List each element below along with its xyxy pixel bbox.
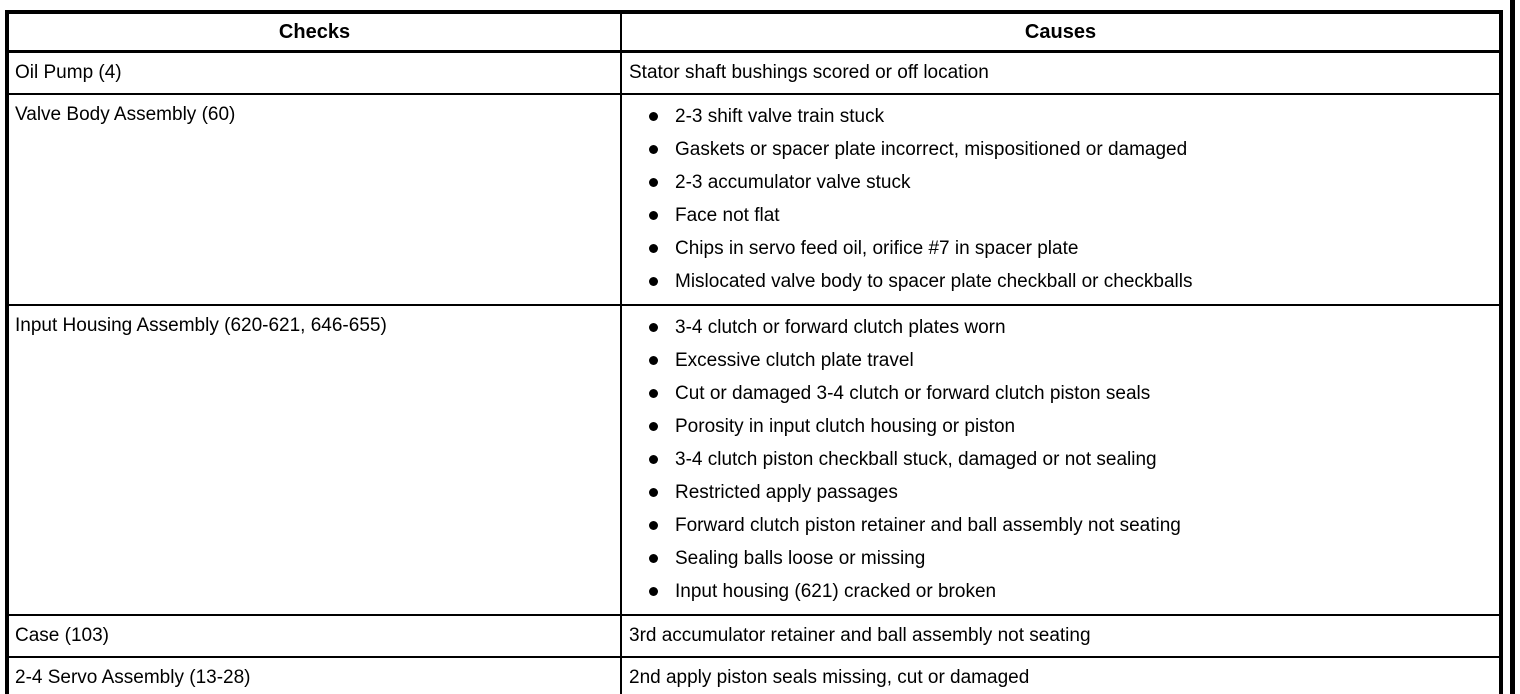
causes-column-header: Causes [621,12,1501,52]
causes-cell [621,94,1501,305]
causes-cell [621,657,1501,694]
bullet-icon [649,323,658,332]
cause-item [622,265,1495,298]
causes-cell [621,615,1501,657]
cause-text: 3rd accumulator retainer and ball assembly not seating [629,625,1091,646]
causes-cell [621,305,1501,615]
cause-item [622,377,1495,410]
cause-item [622,100,1495,133]
cause-text: Gaskets or spacer plate incorrect, mispositioned or damaged [675,139,1188,160]
cause-text: 2-3 accumulator valve stuck [675,172,911,193]
bullet-icon [649,211,658,220]
check-cell: 2-4 Servo Assembly (13-28) [7,657,621,694]
bullet-icon [649,145,658,154]
page-edge-line [1510,0,1515,694]
causes-list [622,306,1499,614]
cause-item [622,344,1495,377]
check-cell: Valve Body Assembly (60) [7,94,621,305]
cause-text: Chips in servo feed oil, orifice #7 in spacer plate [675,238,1079,259]
causes-list [622,95,1499,304]
cause-item [622,232,1495,265]
cause-item [622,166,1495,199]
causes-cell [621,52,1501,95]
header-row [7,12,1501,52]
table-header [7,12,1501,52]
bullet-icon [649,389,658,398]
bullet-icon [649,488,658,497]
checks-column-header: Checks [7,12,621,52]
bullet-icon [649,587,658,596]
bullet-icon [649,554,658,563]
cause-item [622,410,1495,443]
cause-item [622,133,1495,166]
bullet-icon [649,422,658,431]
table-row [7,615,1501,657]
cause-item [622,575,1495,608]
check-cell: Case (103) [7,615,621,657]
table-row [7,305,1501,615]
table-row [7,94,1501,305]
table-body [7,52,1501,694]
cause-text: Input housing (621) cracked or broken [675,581,997,602]
cause-item [622,199,1495,232]
bullet-icon [649,178,658,187]
cause-text: Porosity in input clutch housing or piston [675,416,1016,437]
cause-text: Excessive clutch plate travel [675,350,914,371]
cause-item [622,476,1495,509]
checks-causes-table [5,10,1503,694]
bullet-icon [649,455,658,464]
cause-text: 3-4 clutch piston checkball stuck, damaged or not sealing [675,449,1157,470]
bullet-icon [649,521,658,530]
cause-item [622,311,1495,344]
cause-text: Face not flat [675,205,780,226]
cause-text: Forward clutch piston retainer and ball assembly not seating [675,515,1181,536]
cause-text: Cut or damaged 3-4 clutch or forward clutch piston seals [675,383,1151,404]
cause-text: Restricted apply passages [675,482,898,503]
table-row [7,52,1501,95]
cause-item [622,443,1495,476]
cause-text: Stator shaft bushings scored or off location [629,62,989,83]
bullet-icon [649,244,658,253]
cause-text: 2nd apply piston seals missing, cut or damaged [629,667,1030,688]
check-cell: Oil Pump (4) [7,52,621,95]
check-cell: Input Housing Assembly (620-621, 646-655) [7,305,621,615]
cause-text: Mislocated valve body to spacer plate checkball or checkballs [675,271,1193,292]
cause-text: Sealing balls loose or missing [675,548,926,569]
table-row [7,657,1501,694]
bullet-icon [649,277,658,286]
bullet-icon [649,356,658,365]
bullet-icon [649,112,658,121]
cause-item [622,509,1495,542]
cause-text: 2-3 shift valve train stuck [675,106,885,127]
cause-text: 3-4 clutch or forward clutch plates worn [675,317,1006,338]
cause-item [622,542,1495,575]
